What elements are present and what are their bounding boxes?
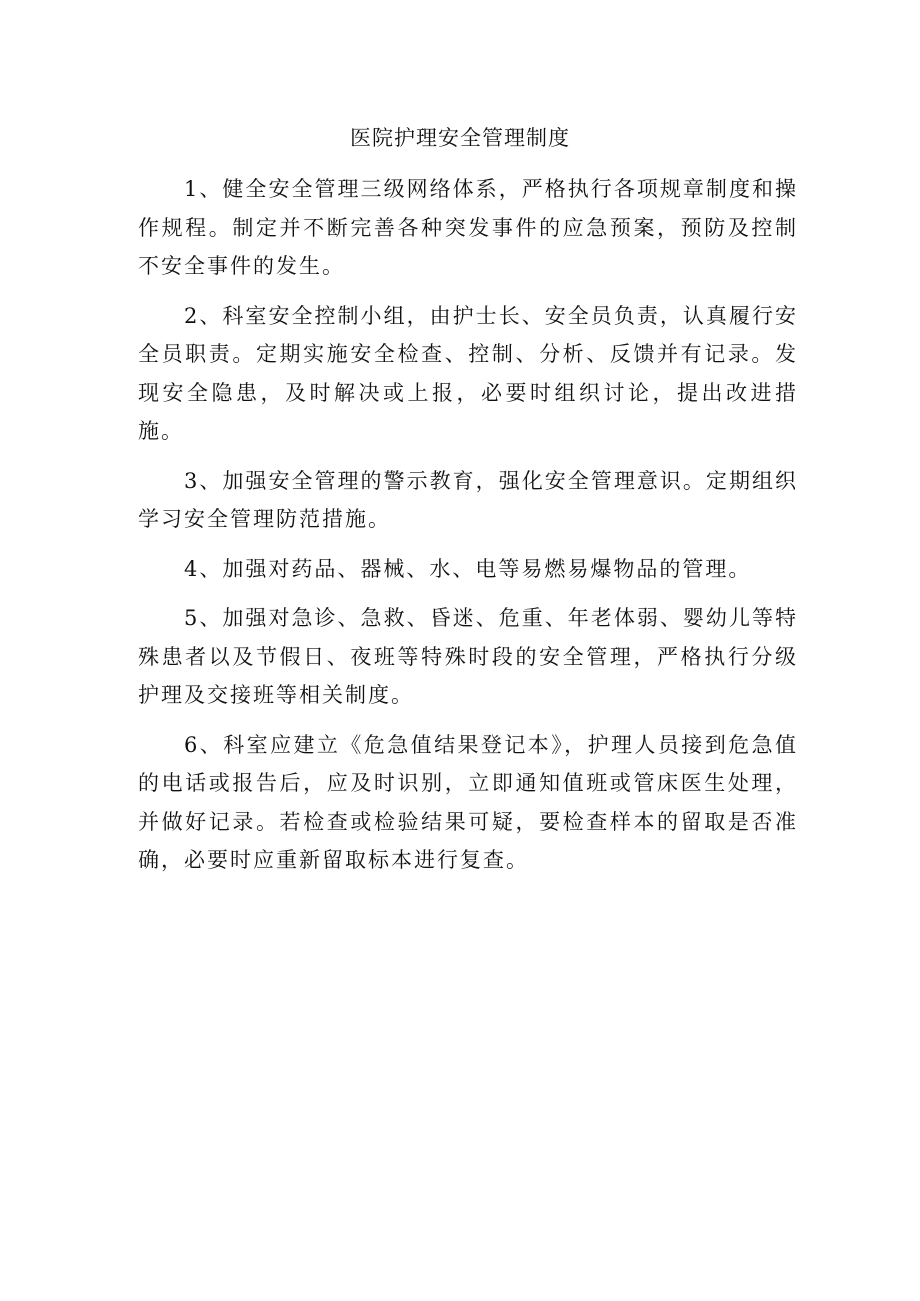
paragraph-3: 3、加强安全管理的警示教育，强化安全管理意识。定期组织学习安全管理防范措施。	[138, 468, 798, 531]
paragraph-5: 5、加强对急诊、急救、昏迷、危重、年老体弱、婴幼儿等特殊患者以及节假日、夜班等特殊时段的安全管理，严格执行分级护理及交接班等相关制度。	[138, 606, 798, 707]
paragraph-6: 6、科室应建立《危急值结果登记本》，护理人员接到危急值的电话或报告后，应及时识别，立即通知值班或管床医生处理，并做好记录。若检查或检验结果可疑，要检查样本的留取是否准确，必要时应重新留取标本进行复查。	[138, 732, 798, 872]
document-body	[138, 170, 798, 891]
page-title: 医院护理安全管理制度	[350, 126, 570, 150]
paragraph-2: 2、科室安全控制小组，由护士长、安全员负责，认真履行安全员职责。定期实施安全检查、控制、分析、反馈并有记录。发现安全隐患，及时解决或上报，必要时组织讨论，提出改进措施。	[138, 303, 798, 443]
paragraph-4: 4、加强对药品、器械、水、电等易燃易爆物品的管理。	[184, 556, 752, 581]
paragraph-1: 1、健全安全管理三级网络体系，严格执行各项规章制度和操作规程。制定并不断完善各种突发事件的应急预案，预防及控制不安全事件的发生。	[138, 177, 798, 278]
